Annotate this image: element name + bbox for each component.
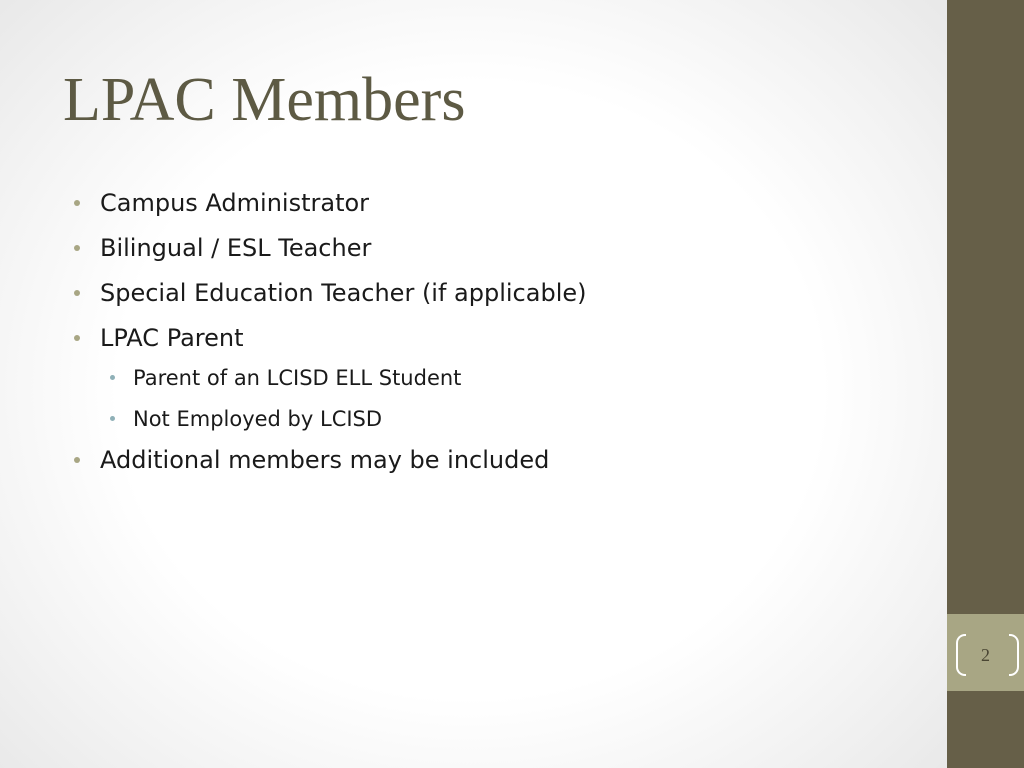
bullet-text: Bilingual / ESL Teacher <box>100 234 372 262</box>
bullet-text: LPAC Parent <box>100 324 244 352</box>
bullet-dot-icon <box>74 335 80 341</box>
sub-bullet-item <box>72 361 892 395</box>
bullet-item <box>72 273 892 313</box>
page-number: 2 <box>981 645 990 665</box>
bullet-item <box>72 228 892 268</box>
bullet-item <box>72 440 892 480</box>
bullet-text: Additional members may be included <box>100 446 550 474</box>
sub-bullet-dot-icon <box>110 416 115 421</box>
sub-bullet-text: Parent of an LCISD ELL Student <box>133 366 462 390</box>
bullet-dot-icon <box>74 245 80 251</box>
bullet-list <box>72 183 892 485</box>
bullet-dot-icon <box>74 290 80 296</box>
bullet-dot-icon <box>74 457 80 463</box>
bullet-item <box>72 318 892 358</box>
bullet-item <box>72 183 892 223</box>
page-number-box <box>947 614 1024 691</box>
sub-bullet-item <box>72 402 892 436</box>
bullet-dot-icon <box>74 200 80 206</box>
slide-title: LPAC Members <box>63 66 466 134</box>
sub-bullet-dot-icon <box>110 375 115 380</box>
sub-bullet-text: Not Employed by LCISD <box>133 407 383 431</box>
bullet-text: Campus Administrator <box>100 189 370 217</box>
bullet-text: Special Education Teacher (if applicable) <box>100 279 587 307</box>
